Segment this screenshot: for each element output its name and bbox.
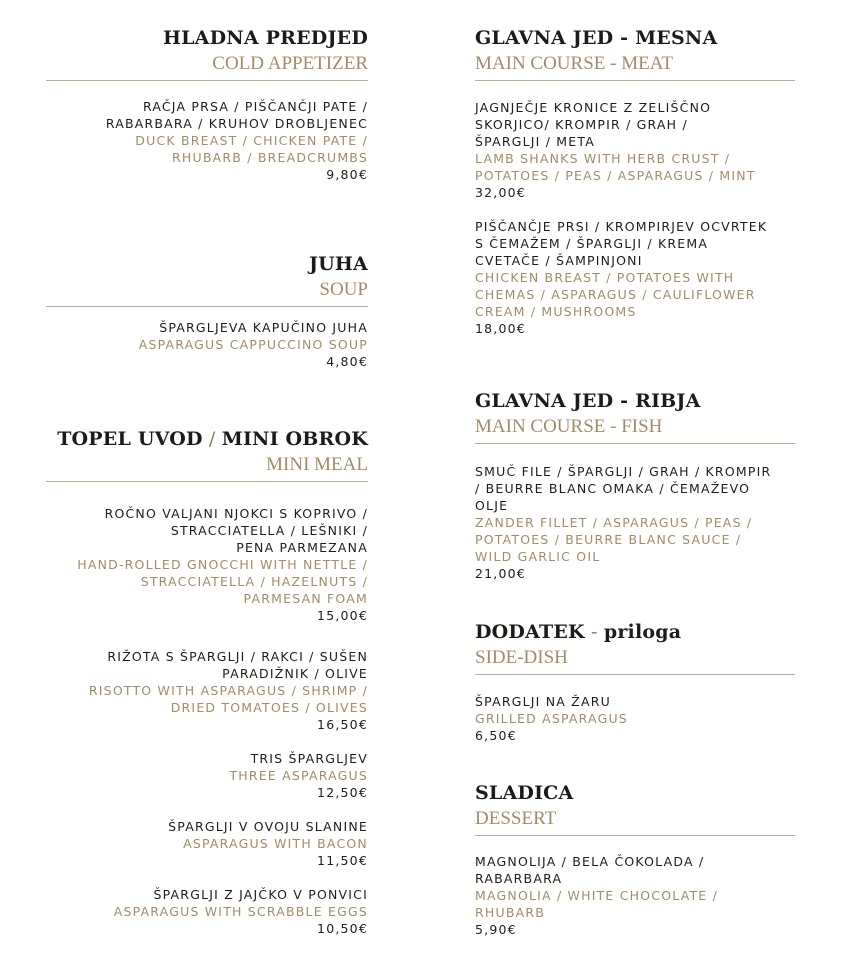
item-name-en: PARMESAN FOAM xyxy=(243,591,368,606)
item-name-si: RAČJA PRSA / PIŠČANČJI PATE / xyxy=(142,99,368,114)
section-title xyxy=(475,620,820,644)
item-price: 9,80€ xyxy=(326,167,368,182)
item-price: 5,90€ xyxy=(475,922,517,937)
menu-item xyxy=(28,818,368,869)
item-name-si: RABARBARA / KRUHOV DROBLJENEC xyxy=(105,116,368,131)
menu-item xyxy=(475,99,820,201)
title-separator: / xyxy=(202,428,222,450)
divider xyxy=(46,481,368,482)
divider xyxy=(46,80,368,81)
section-title: GLAVNA JED - MESNA xyxy=(475,27,718,49)
menu-item xyxy=(28,319,368,370)
item-name-en: WILD GARLIC OIL xyxy=(475,549,601,564)
item-name-si: CVETAČE / ŠAMPINJONI xyxy=(475,253,643,268)
title-main: TOPEL UVOD xyxy=(57,428,203,450)
item-name-si: PARADIŽNIK / OLIVE xyxy=(222,666,368,681)
section-title: HLADNA PREDJED xyxy=(162,27,368,49)
item-price: 16,50€ xyxy=(317,717,368,732)
section-main-fish xyxy=(475,389,820,444)
item-name-si: RIŽOTA S ŠPARGLJI / RAKCI / SUŠEN xyxy=(107,649,368,664)
item-name-en: RISOTTO WITH ASPARAGUS / SHRIMP / xyxy=(88,683,368,698)
section-cold-appetizer xyxy=(28,26,368,81)
item-name-si: MAGNOLIJA / BELA ČOKOLADA / xyxy=(475,854,705,869)
item-name-si: ŠPARGLJI V OVOJU SLANINE xyxy=(168,819,368,834)
item-name-en: MAGNOLIA / WHITE CHOCOLATE / xyxy=(475,888,718,903)
divider xyxy=(475,443,795,444)
item-name-si: / BEURRE BLANC OMAKA / ČEMAŽEVO xyxy=(475,481,751,496)
item-name-en: ASPARAGUS WITH BACON xyxy=(183,836,368,851)
menu-item xyxy=(28,750,368,801)
section-subtitle: SOUP xyxy=(319,279,368,300)
item-name-en: ASPARAGUS WITH SCRABBLE EGGS xyxy=(113,904,368,919)
item-name-si: PIŠČANČJE PRSI / KROMPIRJEV OCVRTEK xyxy=(475,219,768,234)
item-name-en: GRILLED ASPARAGUS xyxy=(475,711,628,726)
menu-item xyxy=(28,98,368,183)
item-name-si: OLJE xyxy=(475,498,509,513)
item-name-si: ROČNO VALJANI NJOKCI S KOPRIVO / xyxy=(104,506,368,521)
item-price: 10,50€ xyxy=(317,921,368,936)
item-name-si: STRACCIATELLA / LEŠNIKI / xyxy=(170,523,368,538)
item-name-en: RHUBARB / BREADCRUMBS xyxy=(172,150,368,165)
menu-item xyxy=(28,505,368,624)
section-title xyxy=(28,427,368,451)
item-name-si: ŠPARGLJEVA KAPUČINO JUHA xyxy=(159,320,368,335)
section-subtitle: MAIN COURSE - FISH xyxy=(475,416,663,437)
item-name-en: ASPARAGUS CAPPUCCINO SOUP xyxy=(138,337,368,352)
menu-item xyxy=(475,218,820,337)
menu-item xyxy=(475,853,820,938)
section-subtitle: MINI MEAL xyxy=(266,454,368,475)
menu-item xyxy=(28,648,368,733)
item-price: 6,50€ xyxy=(475,728,517,743)
item-price: 4,80€ xyxy=(326,354,368,369)
menu-item xyxy=(28,886,368,937)
item-name-en: THREE ASPARAGUS xyxy=(229,768,368,783)
divider xyxy=(475,80,795,81)
section-title: GLAVNA JED - RIBJA xyxy=(475,390,701,412)
item-name-si: ŠPARGLJI / META xyxy=(475,134,595,149)
item-name-en: CHICKEN BREAST / POTATOES WITH xyxy=(475,270,735,285)
item-name-si: ŠPARGLJI Z JAJČKO V PONVICI xyxy=(153,887,368,902)
section-subtitle: SIDE-DISH xyxy=(475,647,568,668)
item-name-en: POTATOES / BEURRE BLANC SAUCE / xyxy=(475,532,742,547)
item-name-en: CREAM / MUSHROOMS xyxy=(475,304,637,319)
section-side-dish xyxy=(475,620,820,675)
item-price: 15,00€ xyxy=(317,608,368,623)
title-main: DODATEK xyxy=(475,621,585,643)
item-price: 18,00€ xyxy=(475,321,526,336)
item-name-en: ZANDER FILLET / ASPARAGUS / PEAS / xyxy=(475,515,753,530)
section-subtitle: MAIN COURSE - MEAT xyxy=(475,53,673,74)
divider xyxy=(475,835,795,836)
item-price: 12,50€ xyxy=(317,785,368,800)
section-dessert xyxy=(475,781,820,836)
menu-item xyxy=(475,463,820,582)
title-separator: - xyxy=(584,621,604,643)
item-name-en: DRIED TOMATOES / OLIVES xyxy=(170,700,368,715)
section-title: SLADICA xyxy=(475,782,574,804)
section-title: JUHA xyxy=(308,253,368,275)
title-rest: MINI OBROK xyxy=(221,428,368,450)
item-name-si: ŠPARGLJI NA ŽARU xyxy=(475,694,611,709)
item-name-en: HAND-ROLLED GNOCCHI WITH NETTLE / xyxy=(77,557,368,572)
item-price: 21,00€ xyxy=(475,566,526,581)
section-main-meat xyxy=(475,26,820,81)
item-name-en: POTATOES / PEAS / ASPARAGUS / MINT xyxy=(475,168,756,183)
divider xyxy=(475,674,795,675)
title-rest: priloga xyxy=(603,621,682,643)
section-soup xyxy=(28,252,368,307)
item-name-en: STRACCIATELLA / HAZELNUTS / xyxy=(140,574,368,589)
item-name-si: RABARBARA xyxy=(475,871,563,886)
section-subtitle: COLD APPETIZER xyxy=(212,53,368,74)
section-subtitle: DESSERT xyxy=(475,808,557,829)
item-name-en: LAMB SHANKS WITH HERB CRUST / xyxy=(475,151,731,166)
item-name-si: PENA PARMEZANA xyxy=(236,540,368,555)
item-name-en: RHUBARB xyxy=(475,905,546,920)
item-name-si: SMUČ FILE / ŠPARGLJI / GRAH / KROMPIR xyxy=(475,464,772,479)
item-name-si: TRIS ŠPARGLJEV xyxy=(250,751,368,766)
menu-item xyxy=(475,693,820,744)
section-mini-meal xyxy=(28,427,368,482)
item-name-si: SKORJICO/ KROMPIR / GRAH / xyxy=(475,117,688,132)
item-name-en: DUCK BREAST / CHICKEN PATE / xyxy=(135,133,368,148)
item-price: 11,50€ xyxy=(317,853,368,868)
divider xyxy=(46,306,368,307)
item-name-si: S ČEMAŽEM / ŠPARGLJI / KREMA xyxy=(475,236,709,251)
item-name-en: CHEMAS / ASPARAGUS / CAULIFLOWER xyxy=(475,287,756,302)
item-name-si: JAGNJEČJE KRONICE Z ZELIŠČNO xyxy=(475,100,712,115)
item-price: 32,00€ xyxy=(475,185,526,200)
